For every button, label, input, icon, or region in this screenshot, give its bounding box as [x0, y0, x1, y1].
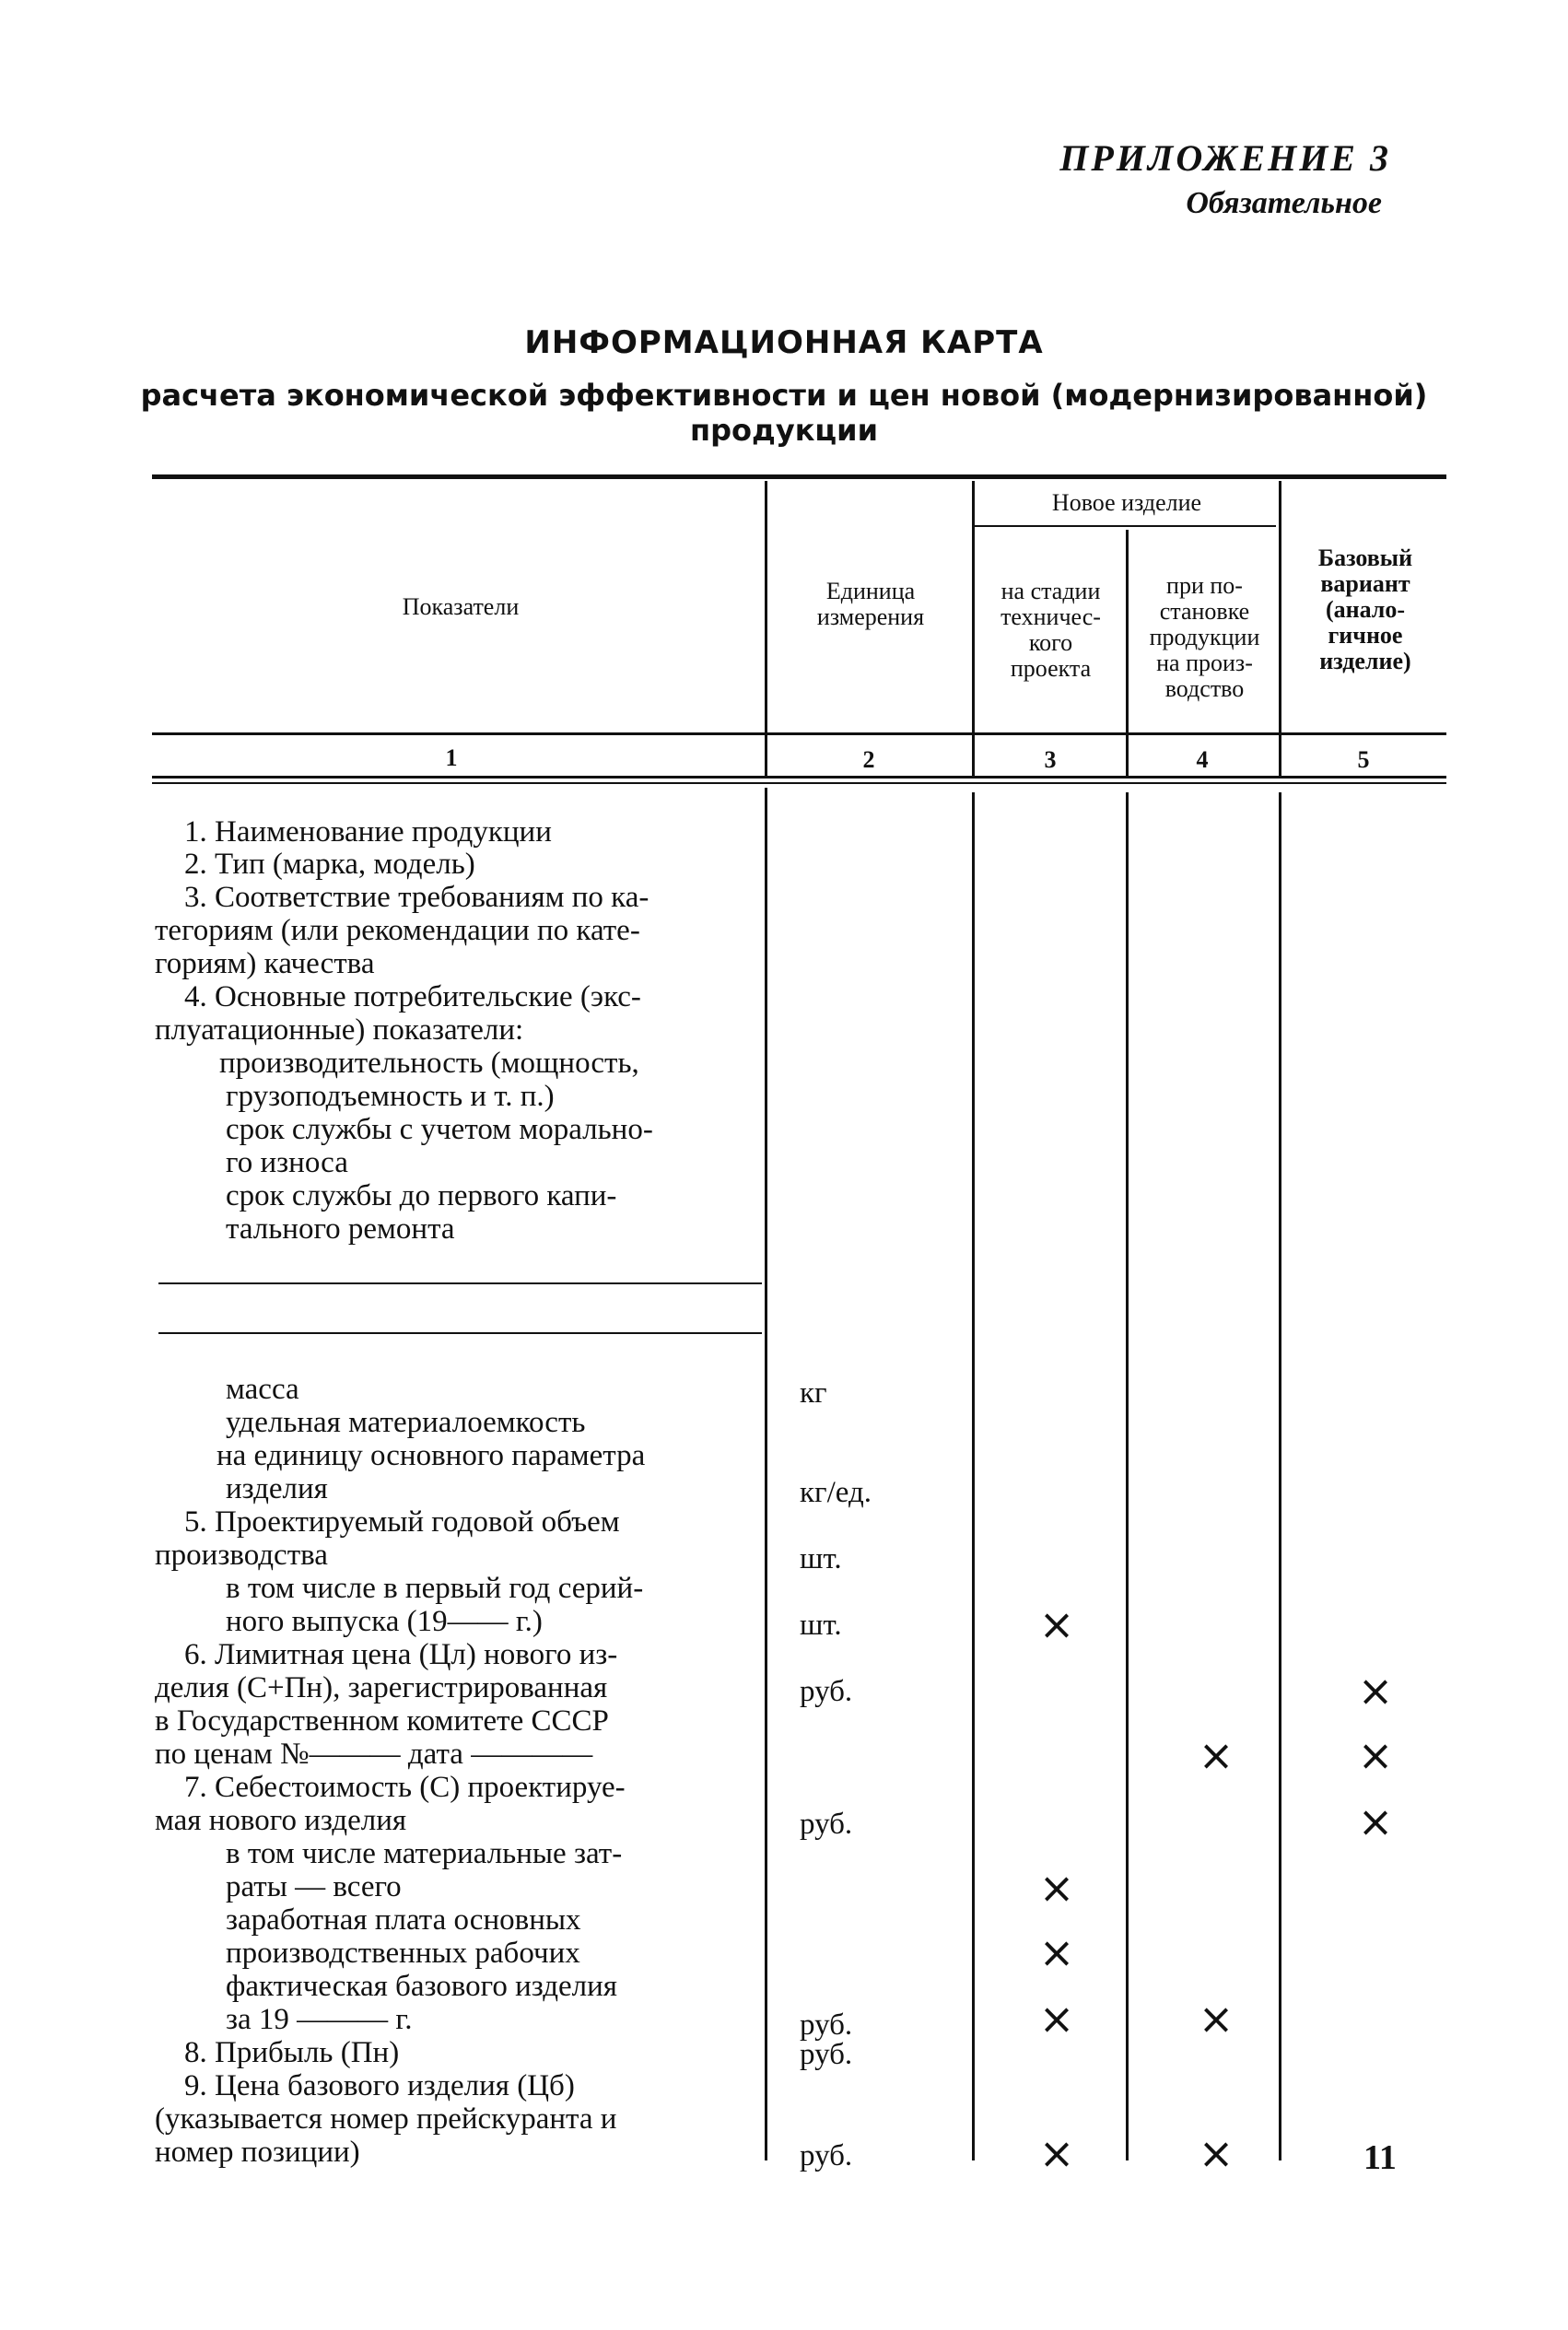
col-divider-2b	[972, 792, 975, 2160]
row-7-cont: мая нового изделия	[155, 1804, 407, 1837]
header-col5-l1: Базовый	[1317, 544, 1413, 571]
header-bottom-rule	[152, 732, 1446, 735]
row-9-cont1: (указывается номер прейскуранта и	[155, 2102, 617, 2136]
row-7-materials: в том числе материальные зат-	[226, 1837, 623, 1870]
header-unit-l1: Единица	[825, 578, 916, 604]
col-num-4: 4	[1196, 746, 1209, 773]
row-6-cont2: в Государственном комитете СССР	[155, 1704, 609, 1738]
header-col4-l1: при по-	[1166, 572, 1243, 599]
row-4: 4. Основные потребительские (экс-	[184, 980, 641, 1013]
header-col5-l4: гичное	[1328, 622, 1403, 649]
header-col3-l4: проекта	[1010, 655, 1092, 682]
row-7-actual-cont: за 19 ——— г.	[226, 2003, 413, 2036]
row-6: 6. Лимитная цена (Цл) нового из-	[184, 1638, 618, 1671]
row-7-actual: фактическая базового изделия	[226, 1970, 617, 2003]
col-divider-1	[765, 481, 767, 776]
header-col4-l2: становке	[1159, 598, 1250, 625]
appendix-status: Обязательное	[1186, 186, 1382, 220]
mark-limit-col5: ×	[1357, 1666, 1394, 1715]
page-number: 11	[1363, 2138, 1397, 2177]
unit-base-price: руб.	[800, 2139, 853, 2172]
header-new-product: Новое изделие	[1051, 489, 1202, 516]
row-8: 8. Прибыль (Пн)	[184, 2036, 400, 2069]
row-9-cont2: номер позиции)	[155, 2136, 360, 2169]
row-5-first-year-cont: ного выпуска (19—— г.)	[226, 1605, 543, 1638]
row-4-cont: плуатационные) показатели:	[155, 1013, 524, 1047]
mark-base-price-col4: ×	[1198, 2128, 1235, 2178]
mark-actual-col3: ×	[1038, 1994, 1075, 2043]
row-3-cont1: тегориям (или рекомендации по кате-	[155, 914, 640, 947]
row-1: 1. Наименование продукции	[184, 815, 552, 849]
row-7-wages: заработная плата основных	[226, 1903, 581, 1937]
row-material-intensity: удельная материалоемкость	[226, 1406, 586, 1439]
mark-first-year-col3: ×	[1038, 1599, 1075, 1649]
mark-limit-date-col5: ×	[1357, 1730, 1394, 1780]
col-num-3: 3	[1044, 746, 1057, 773]
header-col3-l3: кого	[1028, 629, 1073, 656]
document-subtitle: расчета экономической эффективности и цен новой (модернизированной)	[140, 378, 1428, 413]
unit-actual: руб.	[800, 2008, 853, 2042]
row-3-cont2: гориям) качества	[155, 947, 375, 980]
row-4-service-life-cont: го износа	[226, 1146, 348, 1179]
row-4-overhaul: срок службы до первого капи-	[226, 1179, 617, 1212]
header-indicators: Показатели	[402, 593, 520, 620]
mark-limit-date-col4: ×	[1198, 1730, 1235, 1780]
row-6-cont1: делия (С+Пн), зарегистрированная	[155, 1671, 608, 1704]
row-5-first-year: в том числе в первый год серий-	[226, 1572, 644, 1605]
col-divider-1b	[765, 788, 767, 2160]
row-4-productivity: производительность (мощность,	[219, 1047, 639, 1080]
row-5: 5. Проектируемый годовой объем	[184, 1505, 620, 1539]
row-4-overhaul-cont: тального ремонта	[226, 1212, 455, 1246]
mark-actual-col4: ×	[1198, 1994, 1235, 2043]
section-rule-2	[158, 1332, 762, 1334]
mark-materials-col3: ×	[1038, 1863, 1075, 1913]
table-top-rule	[152, 474, 1446, 479]
row-7-materials-cont: раты — всего	[226, 1870, 402, 1903]
mark-wages-col3: ×	[1038, 1927, 1075, 1977]
document-subtitle-cont: продукции	[690, 413, 878, 448]
col-divider-4b	[1279, 792, 1281, 2160]
row-9: 9. Цена базового изделия (Цб)	[184, 2069, 575, 2102]
mark-base-price-col3: ×	[1038, 2128, 1075, 2178]
header-col4-l5: водство	[1164, 675, 1245, 702]
unit-volume: шт.	[800, 1542, 842, 1575]
row-per-unit: на единицу основного параметра	[216, 1439, 646, 1472]
col-num-1: 1	[445, 744, 458, 771]
unit-mass: кг	[800, 1376, 827, 1410]
row-4-productivity-cont: грузоподъемность и т. п.)	[226, 1080, 555, 1113]
row-2: 2. Тип (марка, модель)	[184, 848, 475, 881]
unit-cost: руб.	[800, 1808, 853, 1841]
header-col3-l2: техничес-	[1000, 603, 1101, 630]
row-5-cont: производства	[155, 1539, 328, 1572]
row-4-service-life: срок службы с учетом морально-	[226, 1113, 653, 1146]
group-rule	[972, 525, 1276, 527]
col-divider-3b	[1126, 792, 1129, 2160]
row-6-cont3: по ценам №——— дата ————	[155, 1738, 593, 1771]
col-num-5: 5	[1357, 746, 1370, 773]
header-col3-l1: на стадии	[1000, 578, 1101, 604]
numbers-bottom-rule	[152, 776, 1446, 779]
mark-cost-col5: ×	[1357, 1797, 1394, 1846]
header-col4-l4: на произ-	[1156, 650, 1253, 676]
row-7-wages-cont: производственных рабочих	[226, 1937, 580, 1970]
col-num-2: 2	[862, 746, 875, 773]
appendix-label: ПРИЛОЖЕНИЕ 3	[1059, 137, 1391, 179]
row-mass: масса	[226, 1373, 299, 1406]
numbers-bottom-rule-2	[152, 782, 1446, 784]
header-col4-l3: продукции	[1149, 624, 1260, 650]
header-unit-l2: измерения	[816, 603, 925, 630]
header-col5-l2: вариант	[1320, 570, 1410, 597]
unit-material-intensity: кг/ед.	[800, 1476, 872, 1509]
document-title: ИНФОРМАЦИОННАЯ КАРТА	[524, 324, 1044, 361]
unit-profit: руб.	[800, 2038, 853, 2071]
unit-limit-price: руб.	[800, 1675, 853, 1708]
section-rule-1	[158, 1282, 762, 1284]
header-col5-l3: (анало-	[1325, 596, 1406, 623]
row-3: 3. Соответствие требованиям по ка-	[184, 881, 649, 914]
row-7: 7. Себестоимость (С) проектируе-	[184, 1771, 626, 1804]
header-col5-l5: изделие)	[1319, 648, 1411, 674]
unit-first-year: шт.	[800, 1609, 842, 1642]
row-per-unit-cont: изделия	[226, 1472, 328, 1505]
